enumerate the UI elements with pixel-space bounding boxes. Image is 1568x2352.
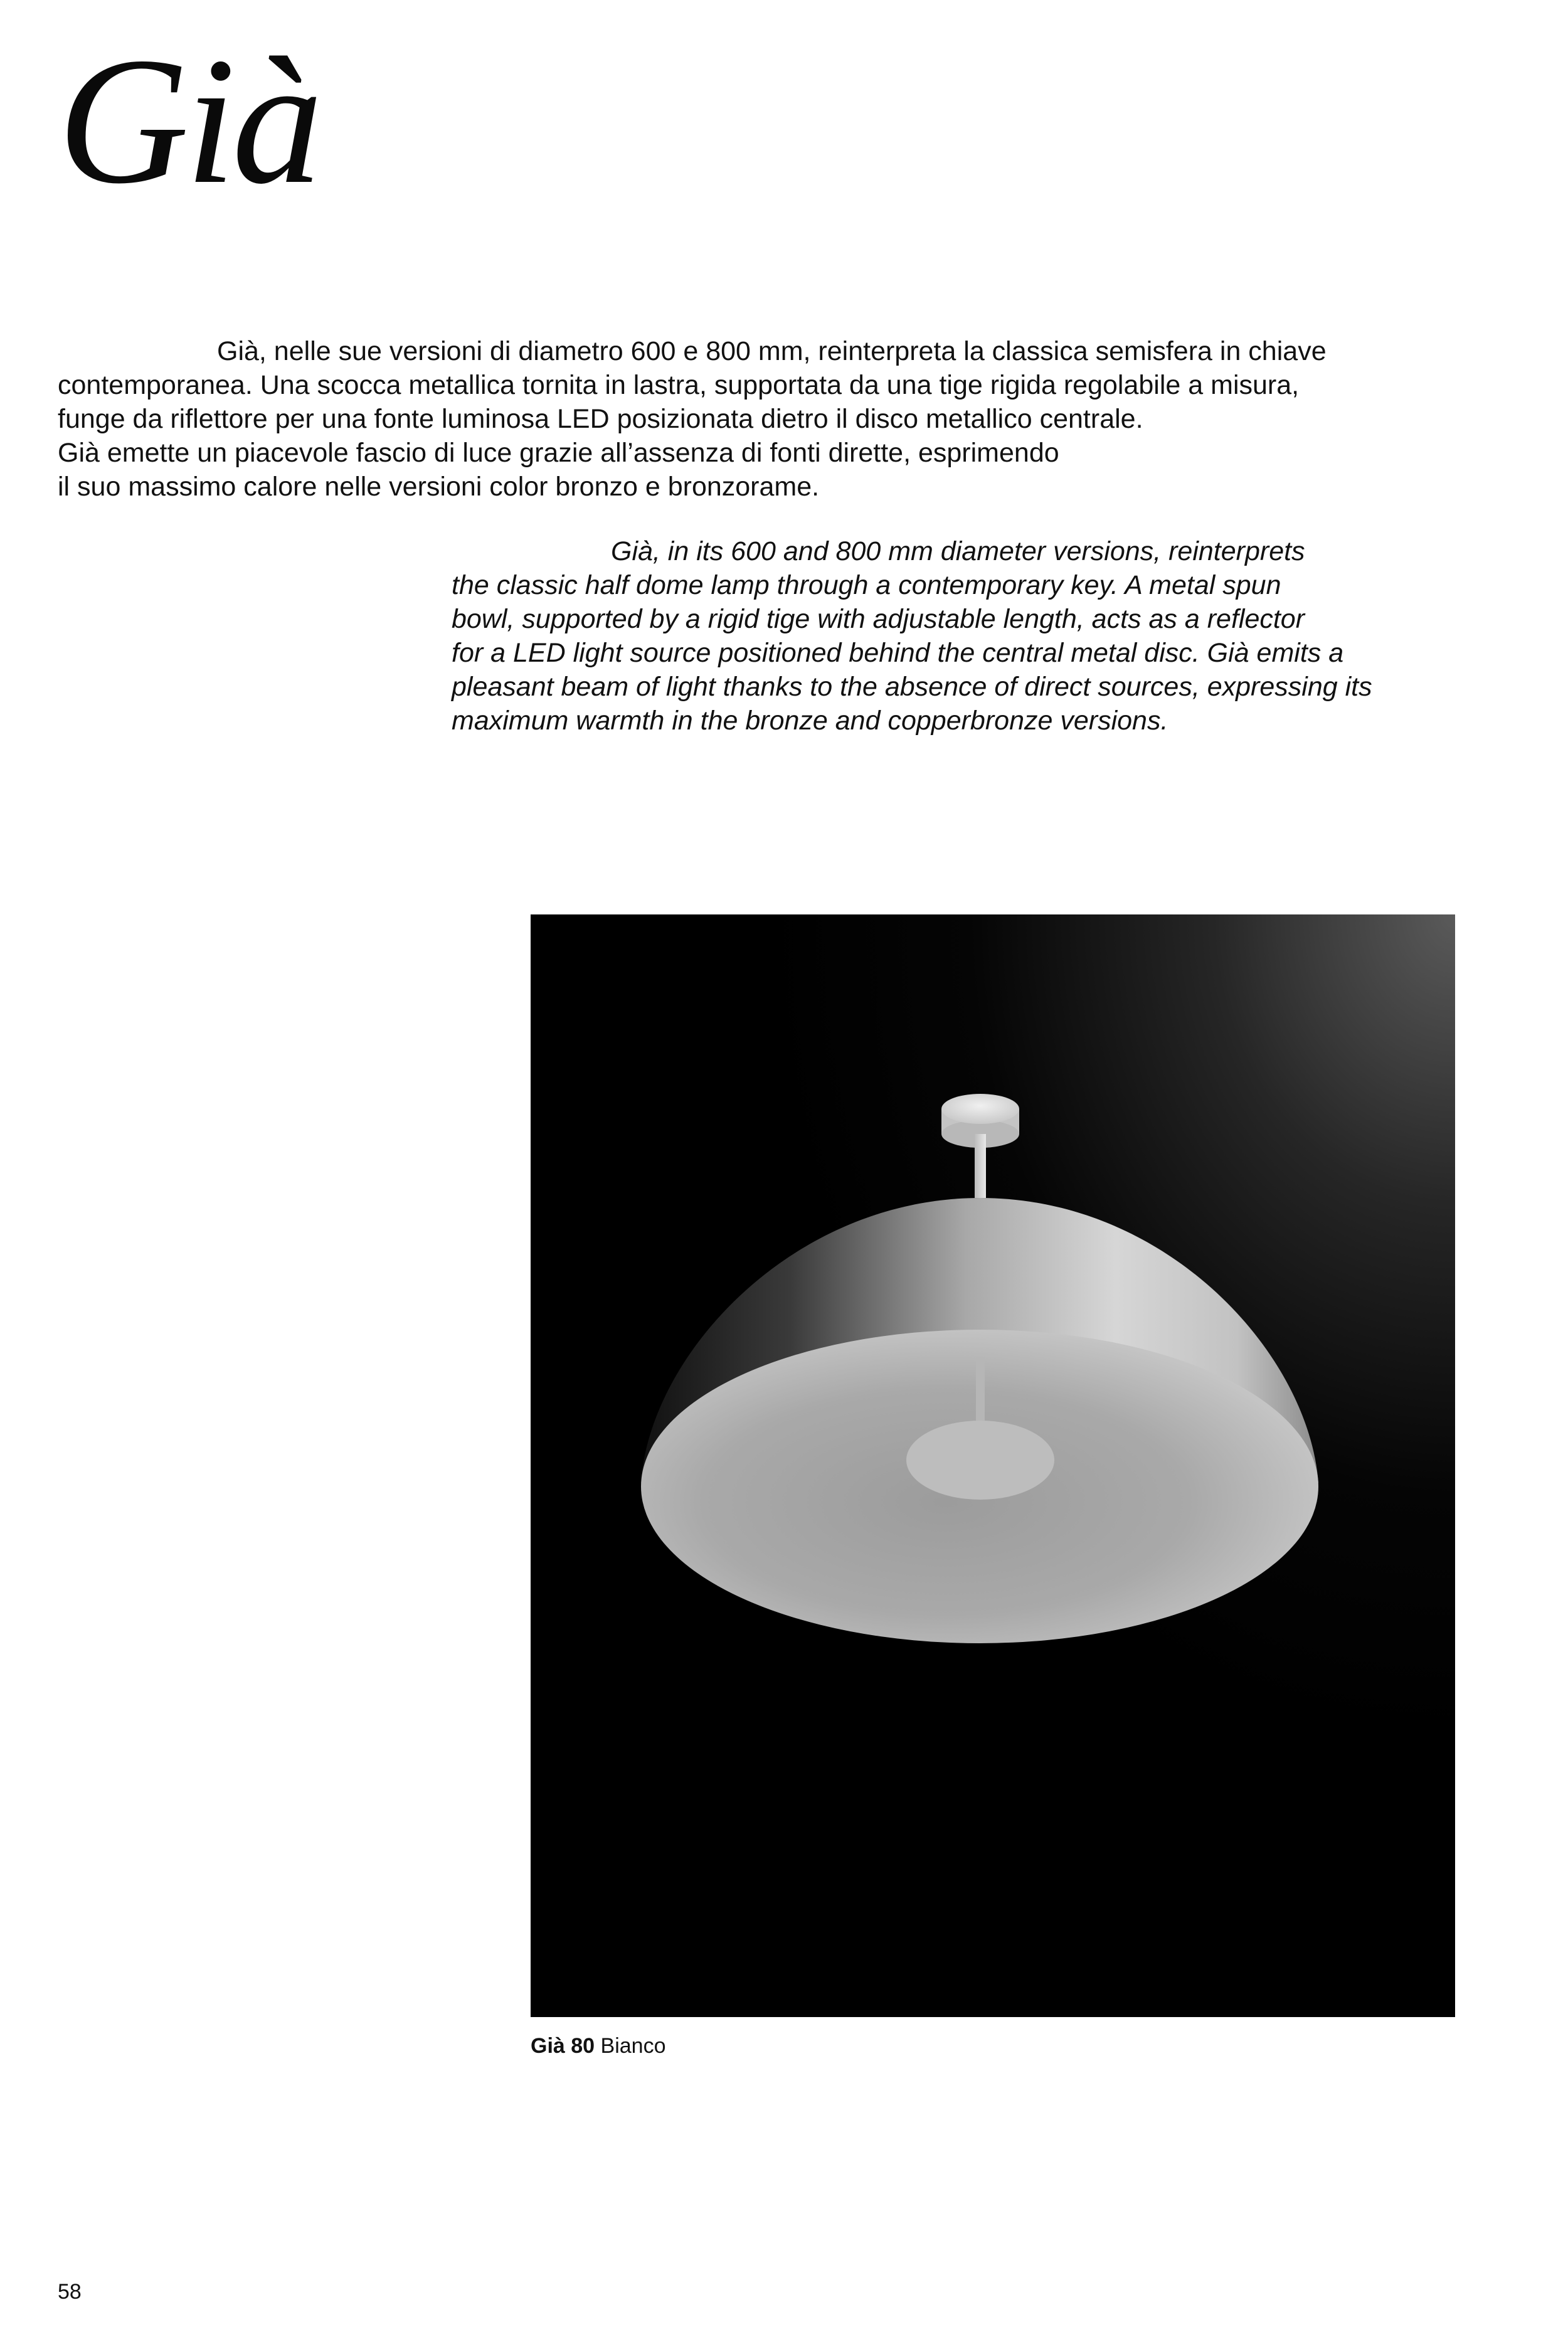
italian-description bbox=[58, 334, 1532, 504]
caption-model: Già 80 bbox=[531, 2034, 595, 2058]
english-line: maximum warmth in the bronze and copperbronze versions. bbox=[452, 706, 1168, 736]
english-description bbox=[452, 534, 1518, 738]
italian-line: contemporanea. Una scocca metallica tornita in lastra, supportata da una tige rigida regolabile a misura, bbox=[58, 370, 1300, 400]
central-disc bbox=[906, 1421, 1054, 1500]
italian-line: funge da riflettore per una fonte luminosa LED posizionata dietro il disco metallico centrale. bbox=[58, 404, 1143, 434]
product-photo bbox=[531, 914, 1455, 2017]
pendant-lamp-illustration bbox=[531, 914, 1455, 2017]
page-number: 58 bbox=[58, 2280, 82, 2304]
english-line: bowl, supported by a rigid tige with adjustable length, acts as a reflector bbox=[452, 604, 1305, 634]
suspension-rod bbox=[975, 1134, 986, 1198]
italian-line: Già emette un piacevole fascio di luce grazie all’assenza di fonti dirette, esprimendo bbox=[58, 438, 1059, 468]
english-line: pleasant beam of light thanks to the absence of direct sources, expressing its bbox=[452, 672, 1372, 702]
italian-line: il suo massimo calore nelle versioni color bronzo e bronzorame. bbox=[58, 472, 820, 502]
photo-caption bbox=[531, 2032, 666, 2060]
page-title: Già bbox=[58, 20, 319, 221]
italian-line: Già, nelle sue versioni di diametro 600 e 800 mm, reinterpreta la classica semisfera in chiave bbox=[217, 336, 1327, 366]
english-line: for a LED light source positioned behind the central metal disc. Già emits a bbox=[452, 638, 1344, 668]
english-line: Già, in its 600 and 800 mm diameter versions, reinterprets bbox=[611, 536, 1305, 566]
english-line: the classic half dome lamp through a contemporary key. A metal spun bbox=[452, 570, 1281, 600]
caption-finish: Bianco bbox=[600, 2034, 666, 2058]
